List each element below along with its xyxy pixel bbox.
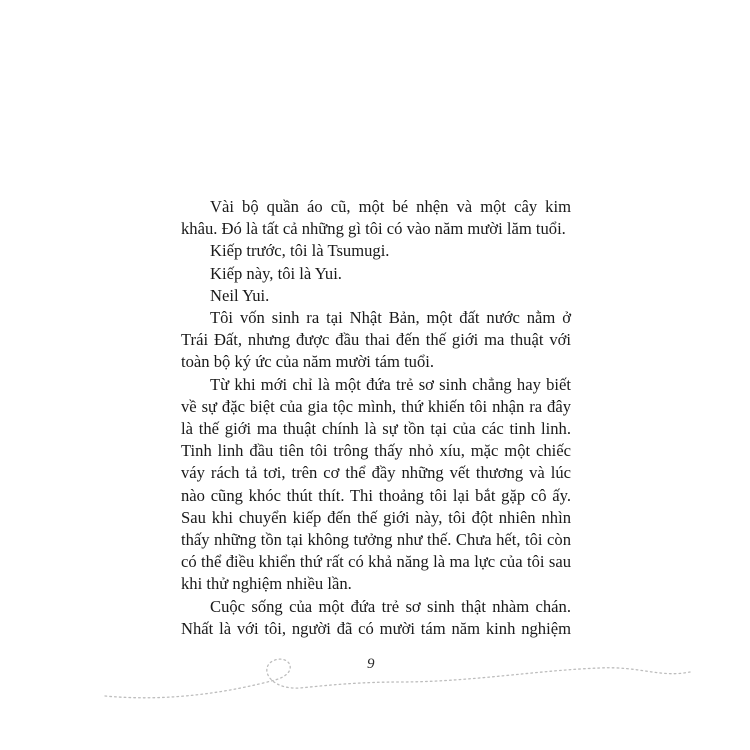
text-line: váy rách tả tơi, trên cơ thể đầy những vết thương và lúc	[181, 463, 571, 483]
paragraph	[181, 240, 571, 262]
text-line: Vài bộ quần áo cũ, một bé nhện và một cây kim	[210, 197, 571, 216]
paragraph	[181, 263, 571, 285]
text-line: Trái Đất, nhưng được đầu thai đến thế giới ma thuật với	[181, 330, 571, 350]
text-line: Tinh linh đầu tiên tôi trông thấy nhỏ xíu, mặc một chiếc	[181, 441, 571, 461]
text-line: thấy những tồn tại không tưởng như thế. Chưa hết, tôi còn	[181, 530, 571, 550]
paragraph	[181, 374, 571, 596]
text-line: Neil Yui.	[210, 285, 270, 305]
text-line: Tôi vốn sinh ra tại Nhật Bản, một đất nước nằm ở	[210, 308, 571, 328]
text-line: Kiếp này, tôi là Yui.	[210, 263, 342, 283]
text-line: Nhất là với tôi, người đã có mười tám năm kinh nghiệm	[181, 618, 571, 638]
text-line: là thế giới ma thuật chính là sự tồn tại của các tinh linh.	[181, 419, 571, 439]
text-line: Sau khi chuyển kiếp đến thế giới này, tôi đột nhiên nhìn	[181, 507, 571, 527]
text-line: Từ khi mới chỉ là một đứa trẻ sơ sinh chẳng hay biết	[210, 374, 571, 394]
text-line: toàn bộ ký ức của năm mười tám tuổi.	[181, 352, 435, 372]
paragraph	[181, 285, 571, 307]
text-line: Cuộc sống của một đứa trẻ sơ sinh thật nhàm chán.	[210, 596, 571, 616]
paragraph	[181, 196, 571, 240]
paragraph	[181, 307, 571, 374]
text-line: có thể điều khiển thứ rất có khả năng là ma lực của tôi sau	[181, 552, 571, 572]
text-line: khâu. Đó là tất cả những gì tôi có vào năm mười lăm tuổi.	[181, 219, 566, 239]
text-line: Kiếp trước, tôi là Tsumugi.	[210, 241, 390, 261]
text-line: về sự đặc biệt của gia tộc mình, thứ khiến tôi nhận ra đây	[181, 396, 571, 416]
page-number: 9	[367, 656, 375, 672]
body-text	[181, 196, 571, 640]
text-line: khi thử nghiệm nhiều lần.	[181, 574, 352, 594]
dotted-thread-ornament	[0, 630, 750, 710]
text-line: nào cũng khóc thút thít. Thi thoảng tôi lại bắt gặp cô ấy.	[181, 485, 571, 505]
